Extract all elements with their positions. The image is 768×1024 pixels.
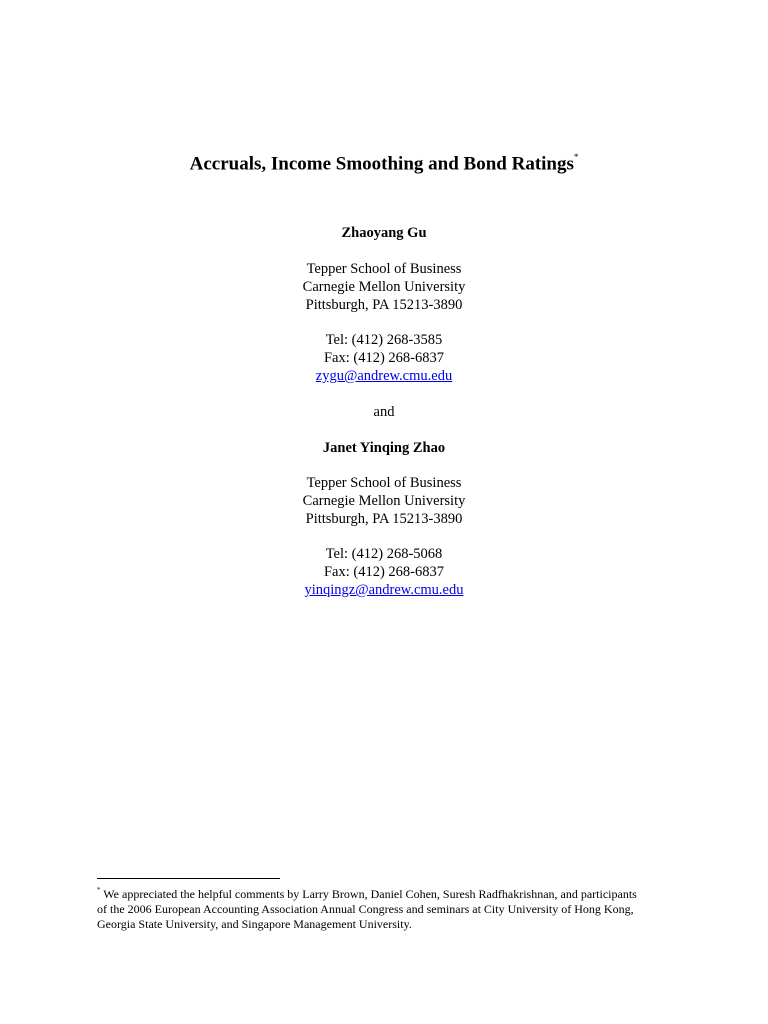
acknowledgement-footnote bbox=[97, 884, 677, 933]
footnote-marker: * bbox=[97, 886, 101, 894]
author-2-fax: Fax: (412) 268-6837 bbox=[323, 564, 444, 580]
footnote-line-1-text: We appreciated the helpful comments by Larry Brown, Daniel Cohen, Suresh Radfhakrishnan, and participants bbox=[103, 887, 637, 901]
author-1-email-row bbox=[0, 367, 768, 385]
paper-title-text: Accruals, Income Smoothing and Bond Ratings bbox=[189, 153, 574, 175]
footnote-line-3: Georgia State University, and Singapore Management University. bbox=[97, 917, 412, 932]
author-connector: and bbox=[373, 404, 395, 420]
title-footnote-marker[interactable]: * bbox=[573, 152, 579, 162]
author-1-affiliation-2: Carnegie Mellon University bbox=[302, 279, 466, 295]
author-1-affiliation-3: Pittsburgh, PA 15213-3890 bbox=[305, 297, 463, 313]
author-1-email-link[interactable]: zygu@andrew.cmu.edu bbox=[315, 368, 453, 384]
footnote-line-2: of the 2006 European Accounting Association Annual Congress and seminars at City University of Hong Kong, bbox=[97, 902, 634, 917]
author-1-fax: Fax: (412) 268-6837 bbox=[323, 350, 444, 366]
author-2-tel: Tel: (412) 268-5068 bbox=[325, 546, 443, 562]
author-2-affiliation-3: Pittsburgh, PA 15213-3890 bbox=[305, 511, 463, 527]
paper-title bbox=[0, 145, 768, 178]
author-1-name: Zhaoyang Gu bbox=[341, 225, 427, 241]
author-2-name: Janet Yinqing Zhao bbox=[322, 440, 446, 456]
author-1-affiliation-1: Tepper School of Business bbox=[306, 261, 462, 277]
author-2-email-link[interactable]: yinqingz@andrew.cmu.edu bbox=[304, 582, 464, 598]
footnote-line-1 bbox=[97, 884, 677, 902]
author-1-tel: Tel: (412) 268-3585 bbox=[325, 332, 443, 348]
footnote-divider bbox=[97, 878, 280, 879]
author-2-affiliation-2: Carnegie Mellon University bbox=[302, 493, 466, 509]
author-2-affiliation-1: Tepper School of Business bbox=[306, 475, 462, 491]
author-2-email-row bbox=[0, 581, 768, 599]
